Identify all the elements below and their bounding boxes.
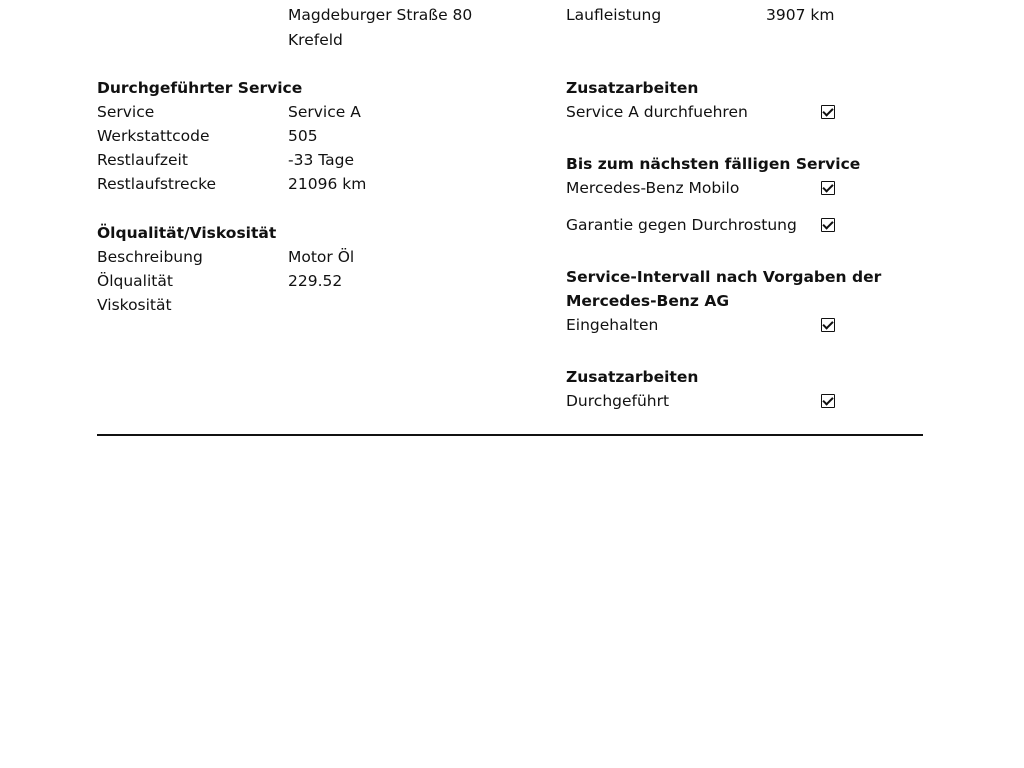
extra-work-item: Durchgeführt bbox=[566, 392, 670, 410]
extra-work-heading: Zusatzarbeiten bbox=[566, 79, 699, 97]
oil-row-label: Beschreibung bbox=[97, 248, 203, 266]
service-row-value: 505 bbox=[288, 127, 318, 145]
checked-checkbox-icon bbox=[821, 318, 835, 332]
service-row-value: Service A bbox=[288, 103, 361, 121]
address-street: Magdeburger Straße 80 bbox=[288, 6, 473, 24]
service-row-label: Werkstattcode bbox=[97, 127, 210, 145]
address-city: Krefeld bbox=[288, 31, 343, 49]
extra-work-item: Service A durchfuehren bbox=[566, 103, 748, 121]
interval-item: Eingehalten bbox=[566, 316, 659, 334]
mileage-value: 3907 km bbox=[766, 6, 835, 24]
checked-checkbox-icon bbox=[821, 105, 835, 119]
oil-row-label: Viskosität bbox=[97, 296, 172, 314]
interval-heading-line1: Service-Intervall nach Vorgaben der bbox=[566, 268, 882, 286]
oil-heading: Ölqualität/Viskosität bbox=[97, 224, 277, 242]
next-service-item: Mercedes-Benz Mobilo bbox=[566, 179, 740, 197]
checked-checkbox-icon bbox=[821, 218, 835, 232]
interval-heading-line2: Mercedes-Benz AG bbox=[566, 292, 730, 310]
next-service-item: Garantie gegen Durchrostung bbox=[566, 216, 797, 234]
oil-row-label: Ölqualität bbox=[97, 272, 173, 290]
extra-work-heading: Zusatzarbeiten bbox=[566, 368, 699, 386]
service-heading: Durchgeführter Service bbox=[97, 79, 303, 97]
next-service-heading: Bis zum nächsten fälligen Service bbox=[566, 155, 861, 173]
oil-row-value: Motor Öl bbox=[288, 248, 355, 266]
service-row-value: -33 Tage bbox=[288, 151, 355, 169]
service-row-label: Service bbox=[97, 103, 155, 121]
service-row-value: 21096 km bbox=[288, 175, 367, 193]
checked-checkbox-icon bbox=[821, 181, 835, 195]
service-row-label: Restlaufzeit bbox=[97, 151, 188, 169]
section-divider bbox=[97, 434, 923, 436]
checked-checkbox-icon bbox=[821, 394, 835, 408]
oil-row-value: 229.52 bbox=[288, 272, 343, 290]
service-row-label: Restlaufstrecke bbox=[97, 175, 217, 193]
mileage-label: Laufleistung bbox=[566, 6, 662, 24]
